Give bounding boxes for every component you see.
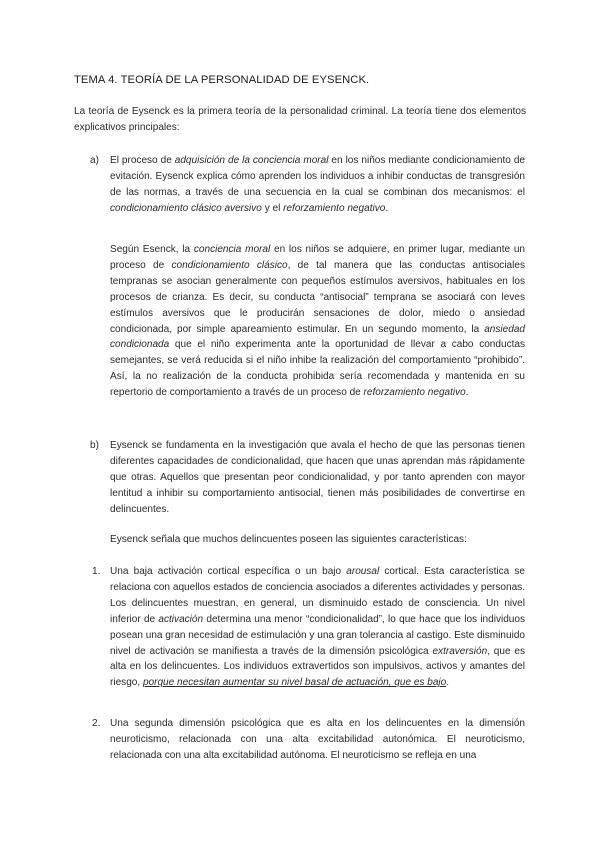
characteristics-lead-in: Eysenck señala que muchos delincuentes poseen las siguientes características:: [110, 534, 467, 545]
item-a-paragraph-2: Según Esenck, la conciencia moral en los niños se adquiere, en primer lugar, mediante un proceso de condicionamiento clásico, de tal manera que las conductas antisociales tempranas se asocian generalmente con pequeños estímulos aversivos, habituales en los procesos de crianza. Es decir, su conducta “antisocial” temprana se asociará con leves estímulos aversivos que le producirán sensaciones de dolor, miedo o ansiedad condicionada, por simple apareamiento estimular. En un segundo momento, la ansiedad condicionada que el niño experimenta ante la oportunidad de llevar a cabo conductas semejantes, se verá reducida si el niño inhibe la realización del comportamiento “prohibido”. Así, la no realización de la conducta prohibida sería recomendada y mantenida en su repertorio de comportamiento a través de un proceso de reforzamiento negativo.: [110, 244, 526, 399]
item-a-paragraph-1: El proceso de adquisición de la conciencia moral en los niños mediante condicionamiento de evitación. Eysenck explica cómo aprenden los individuos a inhibir conductas de transgresión de las normas, a través de una secuencia en la cual se combinan dos mecanismos: el condicionamiento clásico aversivo y el reforzamiento negativo.: [110, 155, 525, 214]
item-b-paragraph-1: Eysenck se fundamenta en la investigación que avala el hecho de que las personas tienen diferentes capacidades de condicionalidad, que hacen que unas aprendan más rápidamente que otras. Aquellos que presentan peor condicionalidad, y por tanto aprenden con mayor lentitud a inhibir su comportamiento antisocial, tienen más posibilidades de convertirse en delincuentes.: [110, 440, 525, 515]
page-title: TEMA 4. TEORÍA DE LA PERSONALIDAD DE EYSENCK.: [74, 74, 370, 86]
list-marker: b): [90, 440, 99, 451]
item-1-paragraph: Una baja activación cortical específica o un bajo arousal cortical. Esta característica se relaciona con aquellos estados de conciencia asociados a diferentes actividades y personas. Los delincuentes muestran, en general, un disminuido estado de consciencia. Un nivel inferior de activación determina una menor “condicionalidad”, lo que hace que los individuos posean una gran necesidad de estimulación y una gran tolerancia al castigo. Este disminuido nivel de activación se manifiesta a través de la dimensión psicológica extraversión, que es alta en los delincuentes. Los individuos extravertidos son impulsivos, activos y amantes del riesgo, porque necesitan aumentar su nivel basal de actuación, que es bajo.: [110, 566, 526, 689]
intro-paragraph: La teoría de Eysenck es la primera teoría de la personalidad criminal. La teoría tiene dos elementos explicativos principales:: [74, 106, 526, 133]
item-2-paragraph: Una segunda dimensión psicológica que es alta en los delincuentes en la dimensión neuroticismo, relacionada con una alta excitabilidad autonómica. El neuroticismo, relacionada con una alta excitabilidad autónoma. El neuroticismo se refleja en una: [110, 718, 525, 761]
list-marker: 2.: [92, 718, 101, 729]
list-marker: a): [90, 155, 99, 166]
list-marker: 1.: [92, 566, 101, 577]
